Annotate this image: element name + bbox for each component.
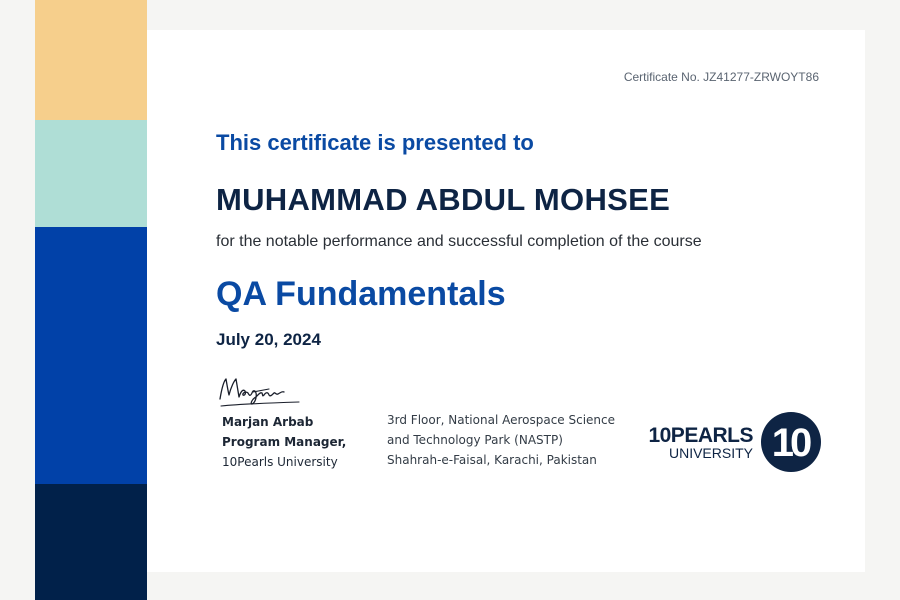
certificate-number: Certificate No. JZ41277-ZRWOYT86: [623, 70, 819, 84]
completion-date: July 20, 2024: [216, 330, 321, 349]
signer-role: Program Manager,: [222, 435, 347, 449]
address-line-2: and Technology Park (NASTP): [387, 433, 563, 447]
color-bar-mint-segment: [35, 120, 147, 227]
address-block: [387, 410, 615, 470]
signature-image: [217, 373, 307, 409]
course-title: QA Fundamentals: [216, 275, 506, 313]
logo-title: 10PEARLS: [648, 424, 753, 447]
signer-block: [222, 412, 346, 472]
10pearls-university-logo: [643, 410, 823, 474]
certificate-card: [147, 30, 865, 572]
address-line-1: 3rd Floor, National Aerospace Science: [387, 413, 616, 427]
signer-organization: 10Pearls University: [222, 455, 338, 469]
color-bar-yellow-segment: [35, 0, 147, 120]
logo-subtitle: UNIVERSITY: [668, 445, 753, 461]
logo-circle-mark-icon: [759, 410, 823, 474]
presented-to-heading: This certificate is presented to: [216, 130, 534, 155]
signer-name: Marjan Arbab: [222, 415, 314, 429]
recipient-name: MUHAMMAD ABDUL MOHSEE: [216, 182, 671, 217]
decorative-color-bar: [35, 0, 147, 600]
color-bar-blue-segment: [35, 227, 147, 484]
address-line-3: Shahrah-e-Faisal, Karachi, Pakistan: [387, 453, 597, 467]
color-bar-navy-segment: [35, 484, 147, 600]
logo-mark-text: 10: [771, 421, 809, 465]
completion-statement: for the notable performance and successful completion of the course: [216, 233, 702, 250]
